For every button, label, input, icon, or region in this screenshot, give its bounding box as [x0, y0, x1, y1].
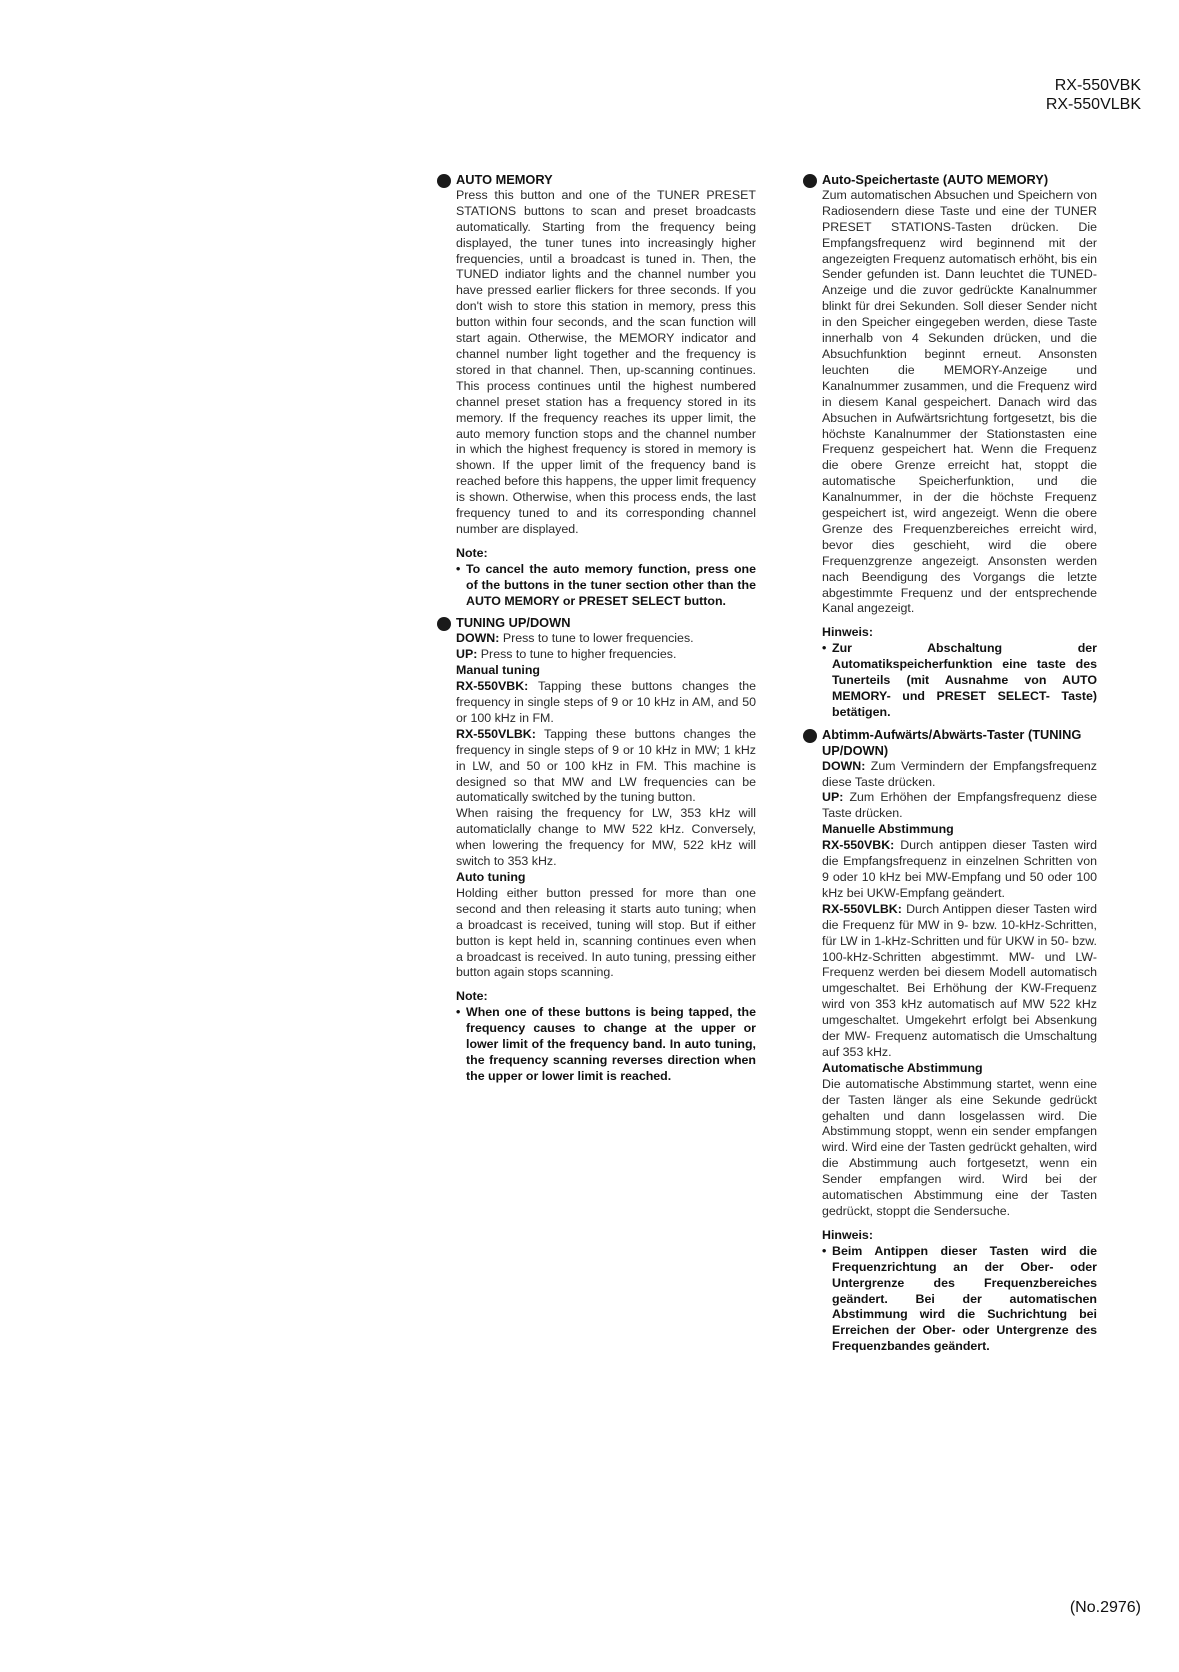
tuning-title: TUNING UP/DOWN: [456, 615, 571, 631]
de-tuning-up-line: [822, 790, 1097, 822]
tuning-down-line: [456, 631, 756, 647]
de-auto-memory-body: Zum automatischen Absuchen und Speichern von Radiosendern diese Taste und eine der TUNER PRESET STATIONS-Tasten drücken. Die Empfangsfrequenz wird beginnend mit der angezeigten Frequenz automatisch erhöht, bis ein Sender gefunden ist. Dann leuchtet die TUNED-Anzeige und die zuvor gedrückte Kanalnummer blinkt für drei Sekunden. Soll dieser Sender nicht in den Speicher eingegeben werden, diese Taste innerhalb von 4 Sekunden drücken, und die Absuchfunktion beginnt erneut. Ansonsten leuchten die MEMORY-Anzeige und Kanalnummer zusammen, und die Frequenz wird in diesem Kanal gespeichert. Danach wird das Absuchen in Aufwärtsrichtung fortgesetzt, bis die höchste Kanalnummer der Stationstasten eine Frequenz gespeichert hat. Wenn die Frequenz die obere Grenze erreicht hat, stoppt die automatische Speicherfunktion, und die Kanalnummer, in der die höchste Frequenz gespeichert ist, wird angezeigt. Wenn die obere Grenze des Frequenzbereiches erreicht wird, bevor dies geschieht, wird die obere Frequenzgrenze angezeigt. Ansonsten werden nach Beendigung des Vorgangs die letzte abgestimmte Frequenz und der entsprechende Kanal angezeigt.: [822, 187, 1097, 616]
auto-memory-note-label: Note:: [456, 545, 488, 560]
de-tuning-down-line: [822, 759, 1097, 791]
auto-memory-body: Press this button and one of the TUNER PRESET STATIONS buttons to scan and preset broadcasts automatically. Starting from the frequency being displayed, the tuner tunes into increasingly higher frequencies, until a broadcast is tuned in. Then, the TUNED indiator lights and the channel number you have pressed earlier flickers for three seconds. If you don't wish to store this station in memory, press this button within four seconds, and the scan function will start again. Otherwise, the MEMORY indicator and channel number light together and the frequency is stored in that channel. Then, up-scanning continues. This process continues until the highest numbered channel preset station has a frequency stored in its memory. If the frequency reaches its upper limit, the auto memory function stops and the channel number in which the highest frequency is stored in memory is shown. If the upper limit of the frequency band is reached before this happens, the upper limit frequency is shown. Otherwise, when this process ends, the last frequency tuned to and its corresponding channel number are displayed.: [456, 187, 756, 536]
vbk-paragraph: [456, 679, 756, 727]
de-auto-memory-note-label: Hinweis:: [822, 625, 873, 640]
model-name-1: RX-550VBK: [1054, 77, 1141, 94]
de-tuning-section: [822, 727, 1097, 1355]
de-auto-memory-note: • Zur Abschaltung der Automatikspeicherfunktion eine taste des Tunerteils (mit Ausnahme von AUTO MEMORY- und PRESET SELECT- Taste) betätigen.: [822, 641, 1097, 721]
de-down-text: Zum Vermindern der Empfangsfrequenz diese Taste drücken.: [822, 758, 1098, 789]
de-vbk-label: RX-550VBK:: [822, 838, 895, 853]
down-label: DOWN:: [456, 631, 500, 646]
english-column: [456, 172, 756, 1091]
german-column: [822, 172, 1097, 1361]
auto-memory-section: [456, 172, 756, 609]
vbk-label: RX-550VBK:: [456, 679, 529, 694]
vlbk-text: Tapping these buttons changes the frequency in single steps of 9 or 10 kHz in MW; 1 kHz in LW, and 50 or 100 kHz in FM. This machine is designed so that MW and LW frequencies can be automatically switched by the tuning button.: [456, 726, 757, 805]
vbk-text: Tapping these buttons changes the frequency in single steps of 9 or 10 kHz in AM, and 50 or 100 kHz in FM.: [456, 679, 756, 725]
up-text: Press to tune to higher frequencies.: [480, 647, 677, 662]
model-name-2: RX-550VLBK: [1045, 96, 1141, 113]
de-auto-memory-section: [822, 172, 1097, 721]
up-label: UP:: [456, 647, 478, 662]
auto-memory-note: • To cancel the auto memory function, press one of the buttons in the tuner section other than the AUTO MEMORY or PRESET SELECT button.: [456, 562, 756, 610]
section-bullet-icon: [803, 174, 817, 188]
de-tuning-title: Abtimm-Aufwärts/Abwärts-Taster (TUNING UP/DOWN): [822, 726, 1082, 758]
de-auto-tuning-title: Automatische Abstimmung: [822, 1060, 983, 1075]
de-manual-tuning-title: Manuelle Abstimmung: [822, 822, 954, 837]
de-up-text: Zum Erhöhen der Empfangsfrequenz diese Taste drücken.: [822, 790, 1098, 821]
model-header: [1046, 76, 1141, 114]
de-vbk-paragraph: [822, 838, 1097, 902]
de-up-label: UP:: [822, 790, 844, 805]
vlbk-paragraph: [456, 727, 756, 807]
section-bullet-icon: [803, 729, 817, 743]
tuning-up-line: [456, 647, 756, 663]
section-bullet-icon: [437, 617, 451, 631]
manual-tuning-title: Manual tuning: [456, 663, 540, 678]
tuning-section: [456, 615, 756, 1084]
de-tuning-note: • Beim Antippen dieser Tasten wird die Frequenzrichtung an der Ober- oder Untergrenze des Frequenzbereiches geändert. Bei der automatischen Abstimmung wird die Suchrichtung bei Erreichen der Ober- oder Untergrenze des Frequenzbandes geändert.: [822, 1244, 1097, 1355]
section-bullet-icon: [437, 174, 451, 188]
lw-paragraph: When raising the frequency for LW, 353 kHz will automaticlally change to MW 522 kHz. Conversely, when lowering the frequency for MW, 522 kHz will switch to 353 kHz.: [456, 806, 756, 869]
de-auto-tuning-body: Die automatische Abstimmung startet, wenn eine der Tasten länger als eine Sekunde gedrückt gehalten und dann losgelassen wird. Die Abstimmung stoppt, wenn ein sender empfangen wird. Wird eine der Tasten gedrückt gehalten, wird die Abstimmung auch fortgesetzt, wenn ein Sender empfangen wird. Wird bei der automatischen Abstimmung eine der Tasten gedrückt, stoppt die Sendersuche.: [822, 1076, 1097, 1218]
de-vlbk-paragraph: [822, 902, 1097, 1061]
de-auto-memory-title: Auto-Speichertaste (AUTO MEMORY): [822, 172, 1049, 187]
de-vlbk-label: RX-550VLBK:: [822, 901, 902, 916]
de-vbk-text: Durch antippen dieser Tasten wird die Empfangsfrequenz in einzelnen Schritten von 9 oder 10 kHz bei MW-Empfang und 50 oder 100 kHz bei UKW-Empfang geändert.: [822, 838, 1097, 900]
tuning-note: • When one of these buttons is being tapped, the frequency causes to change at the upper or lower limit of the frequency band. In auto tuning, the frequency scanning reverses direction when the upper or lower limit is reached.: [456, 1005, 756, 1085]
page-reference: (No.2976): [1069, 1599, 1141, 1616]
de-down-label: DOWN:: [822, 758, 866, 773]
auto-tuning-body: Holding either button pressed for more than one second and then releasing it starts auto tuning; when a broadcast is received, tuning will stop. But if either button is kept held in, scanning continues even when a broadcast is received. In auto tuning, pressing either button again stops scanning.: [456, 885, 756, 980]
down-text: Press to tune to lower frequencies.: [502, 631, 694, 646]
tuning-note-label: Note:: [456, 989, 488, 1004]
vlbk-label: RX-550VLBK:: [456, 726, 536, 741]
auto-tuning-title: Auto tuning: [456, 869, 526, 884]
de-vlbk-text: Durch Antippen dieser Tasten wird die Frequenz für MW in 9- bzw. 10-kHz-Schritten, für LW in 1-kHz-Schritten und für UKW in 50- bzw. 100-kHz-Schritten abgestimmt. MW- und LW- Frequenz werden bei diesem Modell automatisch umgeschaltet. Bei Erhöhung der KW-Frequenz wird von 353 kHz automatisch auf MW 522 kHz umgeschaltet. Umgekehrt erfolgt bei Absenkung der MW- Frequenz automatisch die Umschaltung auf 353 kHz.: [822, 901, 1097, 1059]
de-tuning-note-label: Hinweis:: [822, 1227, 873, 1242]
auto-memory-title: AUTO MEMORY: [456, 172, 553, 187]
